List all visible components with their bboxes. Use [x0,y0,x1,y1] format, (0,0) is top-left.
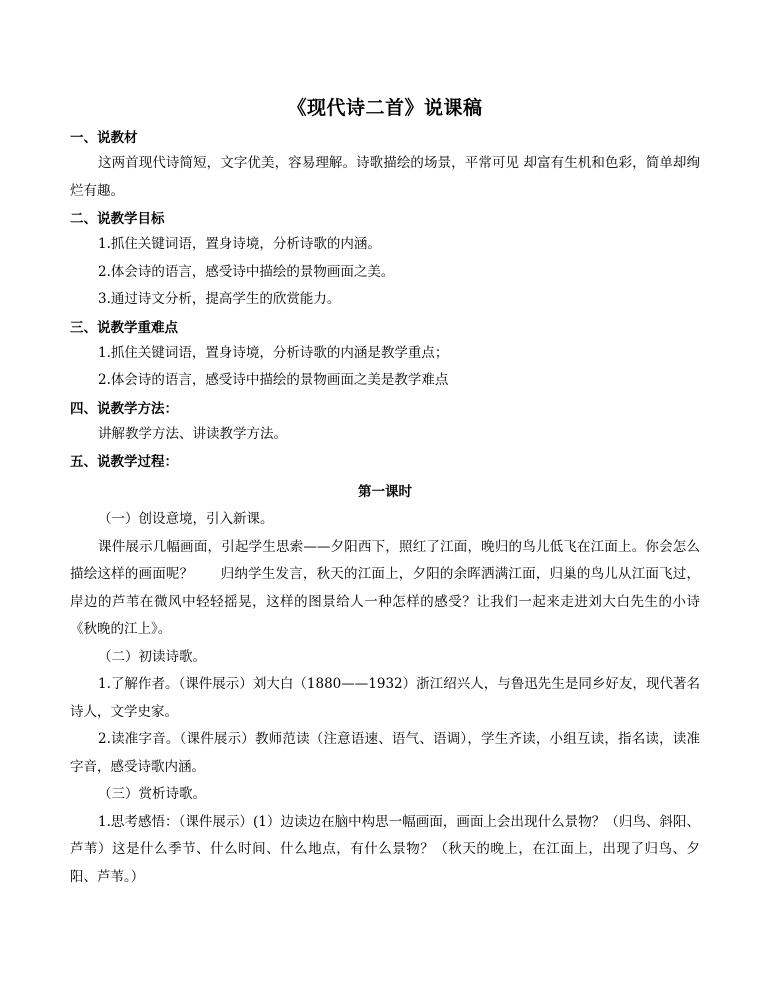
paragraph-textbook: 这两首现代诗简短，文字优美，容易理解。诗歌描绘的场景，平常可见 却富有生机和色彩，简单却绚烂有趣。 [70,155,700,199]
goal-item-2: 2.体会诗的语言，感受诗中描绘的景物画面之美。 [98,263,395,280]
goal-item-3: 3.通过诗文分析，提高学生的欣赏能力。 [98,291,341,307]
process-paragraph-3: （二）初读诗歌。 [98,648,206,665]
document-title: 《现代诗二首》说课稿 [287,97,483,119]
document-body [70,124,700,891]
section-heading-textbook: 一、说教材 [70,130,138,146]
section-heading-methods: 四、说教学方法： [70,400,178,417]
section-heading-goals: 二、说教学目标 [70,211,165,227]
lesson-subheading: 第一课时 [358,484,412,500]
process-paragraph-2: 课件展示几幅画面，引起学生思索——夕阳西下，照红了江面，晚归的鸟儿低飞在江面上。你会怎么描绘这样的画面呢？ 归纳学生发言，秋天的江面上，夕阳的余晖洒满江面，归巢的鸟儿从江面飞过，岸边的芦苇在微风中轻轻摇晃，这样的图景给人一种怎样的感受？让我们一起来走进刘大白先生的小诗《秋晚的江上》。 [70,538,700,637]
process-paragraph-4: 1.了解作者。（课件展示）刘大白（1880——1932）浙江绍兴人，与鲁迅先生是同乡好友，现代著名诗人，文学史家。 [70,676,700,720]
section-heading-key-points: 三、说教学重难点 [70,319,178,336]
paragraph-methods: 讲解教学方法、讲读教学方法。 [98,425,287,442]
process-paragraph-1: （一）创设意境，引入新课。 [98,511,274,527]
section-heading-process: 五、说教学过程： [70,454,178,470]
key-point-item-2: 2.体会诗的语言，感受诗中描绘的景物画面之美是教学难点 [98,372,449,388]
process-paragraph-5: 2.读准字音。（课件展示）教师范读（注意语速、语气、语调），学生齐读，小组互读，指名读，读准字音，感受诗歌内涵。 [70,731,700,775]
key-point-item-1: 1.抓住关键词语，置身诗境，分析诗歌的内涵是教学重点； [98,344,449,361]
goal-item-1: 1.抓住关键词语，置身诗境，分析诗歌的内涵。 [98,236,381,252]
process-paragraph-7: 1.思考感悟：（课件展示）(1）边读边在脑中构思一幅画面，画面上会出现什么景物？（归鸟、斜阳、芦苇）这是什么季节、什么时间、什么地点，有什么景物？（秋天的晚上，在江面上，出现了归鸟、夕阳、芦苇。） [70,813,700,885]
process-paragraph-6: （三）赏析诗歌。 [98,786,206,802]
